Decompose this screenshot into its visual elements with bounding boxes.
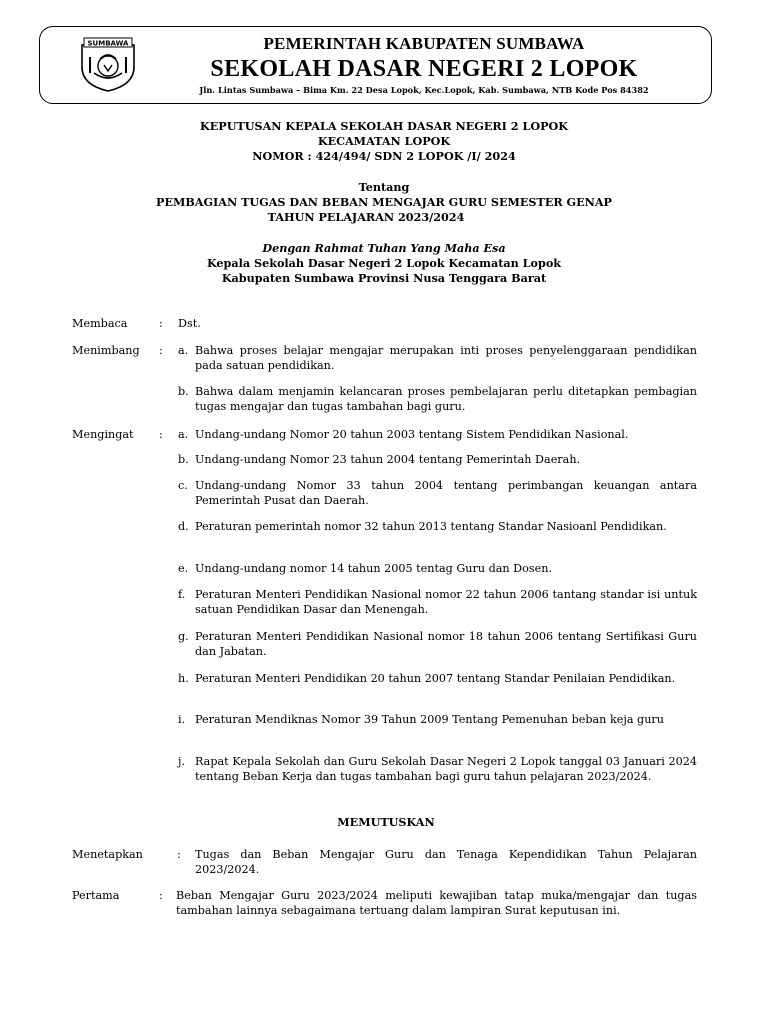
menimbang-colon: : (159, 344, 163, 357)
membaca-colon: : (159, 317, 163, 330)
mengingat-item-letter: i. (178, 713, 186, 726)
letterhead (39, 26, 712, 104)
mengingat-item-text: Peraturan Menteri Pendidikan 20 tahun 2007 tentang Standar Penilaian Pendidikan. (195, 672, 676, 685)
mengingat-label: Mengingat (72, 428, 134, 441)
mengingat-item-text: Rapat Kepala Sekolah dan Guru Sekolah Dasar Negeri 2 Lopok tanggal 03 Januari 2024 tentang Beban Kerja dan tugas tambahan bagi guru tahun pelajaran 2023/2024. (195, 755, 697, 783)
menimbang-label: Menimbang (72, 344, 140, 357)
emblem-label: SUMBAWA (87, 39, 129, 48)
mengingat-item-letter: c. (178, 479, 188, 492)
decree-title-line-2: KECAMATAN LOPOK (317, 134, 451, 148)
school-address: Jln. Lintas Sumbawa – Bima Km. 22 Desa Lopok, Kec.Lopok, Kab. Sumbawa, NTB Kode Pos 84382 (199, 85, 649, 95)
mengingat-item-letter: f. (178, 588, 186, 601)
pertama-text: Beban Mengajar Guru 2023/2024 meliputi kewajiban tatap muka/mengajar dan tugas tambahan lainnya sebagaimana tertuang dalam lampiran Surat keputusan ini. (176, 889, 697, 917)
mengingat-item-text: Undang-undang Nomor 23 tahun 2004 tentang Pemerintah Daerah. (195, 453, 581, 466)
menimbang-item-letter: a. (178, 344, 189, 357)
school-name: SEKOLAH DASAR NEGERI 2 LOPOK (210, 56, 638, 82)
menetapkan-text: Tugas dan Beban Mengajar Guru dan Tenaga Kependidikan Tahun Pelajaran 2023/2024. (195, 848, 697, 876)
mengingat-item-text: Undang-undang Nomor 33 tahun 2004 tentang perimbangan keuangan antara Pemerintah Pusat dan Daerah. (195, 479, 697, 507)
mengingat-item-text: Undang-undang Nomor 20 tahun 2003 tentang Sistem Pendidikan Nasional. (195, 428, 629, 441)
subject-line-1: PEMBAGIAN TUGAS DAN BEBAN MENGAJAR GURU SEMESTER GENAP (156, 195, 612, 209)
menetapkan-colon: : (177, 848, 181, 861)
mengingat-item-text: Undang-undang nomor 14 tahun 2005 tentag Guru dan Dosen. (195, 562, 553, 575)
mengingat-item-text: Peraturan pemerintah nomor 32 tahun 2013 tentang Standar Nasioanl Pendidikan. (195, 520, 667, 533)
preamble-line-3: Kabupaten Sumbawa Provinsi Nusa Tenggara Barat (221, 271, 547, 285)
preamble-line-2: Kepala Sekolah Dasar Negeri 2 Lopok Kecamatan Lopok (206, 256, 562, 270)
mengingat-item-letter: e. (178, 562, 189, 575)
mengingat-item-letter: h. (178, 672, 189, 685)
government-name: PEMERINTAH KABUPATEN SUMBAWA (263, 34, 585, 53)
mengingat-item-letter: d. (178, 520, 189, 533)
mengingat-item-letter: b. (178, 453, 189, 466)
memutuskan-heading: MEMUTUSKAN (337, 815, 435, 829)
sumbawa-regency-emblem-icon (76, 37, 140, 93)
subject-line-2: TAHUN PELAJARAN 2023/2024 (267, 210, 465, 224)
pertama-colon: : (159, 889, 163, 902)
mengingat-item-letter: g. (178, 630, 189, 643)
mengingat-item-text: Peraturan Menteri Pendidikan Nasional nomor 18 tahun 2006 tentang Sertifikasi Guru dan Jabatan. (195, 630, 697, 658)
mengingat-item-text: Peraturan Menteri Pendidikan Nasional nomor 22 tahun 2006 tantang standar isi untuk satuan Pendidikan Dasar dan Menengah. (195, 588, 697, 616)
membaca-text: Dst. (178, 317, 201, 330)
mengingat-item-text: Peraturan Mendiknas Nomor 39 Tahun 2009 Tentang Pemenuhan beban keja guru (195, 713, 664, 726)
menetapkan-label: Menetapkan (72, 848, 143, 861)
menimbang-item-text: Bahwa dalam menjamin kelancaran proses pembelajaran perlu ditetapkan pembagian tugas mengajar dan tugas tambahan bagi guru. (195, 385, 697, 413)
menimbang-item-text: Bahwa proses belajar mengajar merupakan inti proses penyelenggaraan pendidikan pada satuan pendidikan. (195, 344, 697, 372)
mengingat-item-letter: a. (178, 428, 189, 441)
preamble-line-1: Dengan Rahmat Tuhan Yang Maha Esa (262, 241, 506, 255)
membaca-label: Membaca (72, 317, 128, 330)
decree-title-line-1: KEPUTUSAN KEPALA SEKOLAH DASAR NEGERI 2 LOPOK (200, 119, 568, 133)
pertama-label: Pertama (72, 889, 120, 902)
menimbang-item-letter: b. (178, 385, 189, 398)
mengingat-item-letter: j. (178, 755, 186, 768)
decree-number: NOMOR : 424/494/ SDN 2 LOPOK /I/ 2024 (252, 149, 516, 163)
subject-tentang: Tentang (358, 180, 410, 194)
mengingat-colon: : (159, 428, 163, 441)
